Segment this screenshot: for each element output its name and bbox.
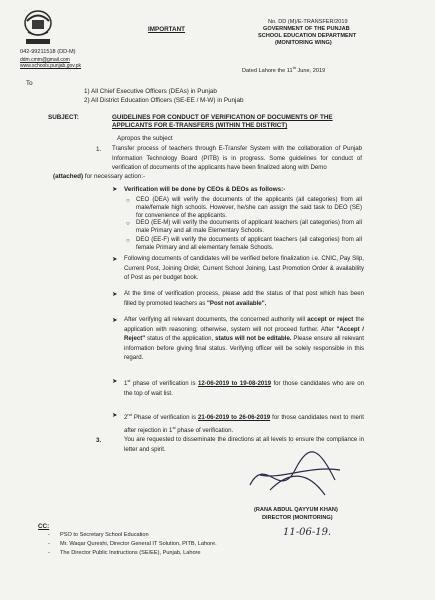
punjab-govt-logo — [18, 8, 58, 46]
docs-bullet: ➤ — [112, 256, 118, 263]
apropos-text: Apropos the subject — [117, 135, 173, 142]
sub-item-2: DEO (EE-M) will verify the documents of applicant teachers (all categories) from all male Primary and all male Elementary Schools. — [136, 219, 362, 234]
verification-heading: Verification will be done by CEOs & DEOs as follows:- — [124, 186, 286, 193]
important-heading: IMPORTANT — [148, 26, 185, 33]
handwritten-signature — [240, 440, 350, 510]
signatory-name: (RANA ABDUL QAYYUM KHAN) — [254, 507, 338, 513]
accept-paragraph: After verifying all relevant documents, the concerned authority will accept or reject the application with reasoning; otherwise, system will not proceed further. After "Accept / Reject" status of the application, status will not be editable. Please ensure all relevant information before giving final status. Verifying officer will be solely responsible in this regard. — [124, 316, 364, 362]
to-label: To — [26, 80, 33, 87]
phone-number: 042-99211518 (DD-M) — [20, 49, 76, 55]
para-1-text: Transfer process of teachers through E-Transfer System with the collaboration of Punjab Information Technology Board (PITB) is in progress. Some guidelines for conduct of verification of documents of the applicants have been finalized along with Demo — [112, 145, 362, 172]
para-3-number: 3. — [96, 437, 102, 444]
dated-line: Dated Lahore the 11th June, 2019 — [242, 65, 326, 74]
phase-2-paragraph: 2nd Phase of verification is 21-06-2019 to 26-06-2019 for those candidates next to merit after rejection in 1st phase of verification. — [124, 412, 365, 434]
sub-item-1: CEO (DEA) will verify the documents of the applicants (all categories) from all male/female high schools. However, he/she can assign the said task to DEO (SE) for convenience of the applicants. — [136, 196, 362, 219]
subject-line-2: APPLICANTS FOR E-TRANSFERS (WITHIN THE DISTRICT) — [112, 122, 288, 129]
email-address: ddm.cmm@gmail.com — [20, 57, 70, 63]
gov-line-2: SCHOOL EDUCATION DEPARTMENT — [258, 33, 357, 39]
verification-bullet: ➤ — [112, 186, 118, 193]
sub-item-2-bullet: ○ — [126, 221, 130, 227]
status-bullet: ➤ — [112, 291, 118, 298]
subject-line-1: GUIDELINES FOR CONDUCT OF VERIFICATION OF DOCUMENTS OF THE — [112, 114, 333, 121]
cc-dash-1: - — [48, 532, 50, 538]
sub-item-3-bullet: ○ — [126, 238, 130, 244]
cc-label: CC: — [38, 523, 50, 530]
cc-dash-3: - — [48, 550, 50, 556]
gov-line-3: (MONITORING WING) — [275, 40, 332, 46]
cc-item-2: Mr. Waqar Qureshi, Director General IT Solution, PITB, Lahore. — [60, 541, 217, 547]
cc-dash-2: - — [48, 541, 50, 547]
accept-bullet: ➤ — [112, 317, 118, 324]
para-1-number: 1. — [96, 146, 102, 153]
to-item-2: 2) All District Education Officers (SE-EE / M-W) in Punjab — [84, 97, 244, 104]
status-paragraph: At the time of verification process, please add the status of that post which has been filled by promoted teachers as "Post not available". — [124, 290, 364, 307]
sub-item-1-bullet: ○ — [126, 198, 130, 204]
cc-item-1: PSO to Secretary School Education — [60, 532, 149, 538]
subject-label: SUBJECT: — [48, 114, 79, 121]
phase-2-bullet: ➤ — [112, 412, 118, 419]
cc-item-3: The Director Public Instructions (SE/EE), Punjab, Lahore — [60, 550, 201, 556]
gov-line-1: GOVERNMENT OF THE PUNJAB — [263, 26, 350, 32]
documents-paragraph: Following documents of candidates will be verified before finalization i.e. CNIC, Pay Slip, Current Post, Joining Order, Current School Joining, Last Promotion Order & availability of Post as per budget book. — [124, 255, 364, 282]
handwritten-date: 11-06-19. — [283, 527, 332, 538]
phase-1-paragraph: 1st phase of verification is 12-06-2019 to 19-08-2019 for those candidates who are on the top of wait list. — [124, 378, 364, 397]
sub-item-3: DEO (EE-F) will verify the documents of applicant teachers (all categories) from all female Primary and all elementary female Schools. — [136, 236, 362, 251]
website-link: www.schools.punjab.gov.pk — [20, 63, 82, 69]
signatory-title: DIRECTOR (MONITORING) — [262, 515, 333, 521]
para-1-end: (attached) for necessary action:- — [53, 173, 146, 180]
to-item-1: 1) All Chief Executive Officers (DEAs) in Punjab — [84, 88, 217, 95]
para-3-text: You are requested to disseminate the directions at all levels to ensure the compliance in letter and spirit. — [124, 436, 364, 453]
reference-number: No. DD (M)/E-TRANSFER/2019 — [268, 19, 348, 25]
phase-1-bullet: ➤ — [112, 378, 118, 385]
